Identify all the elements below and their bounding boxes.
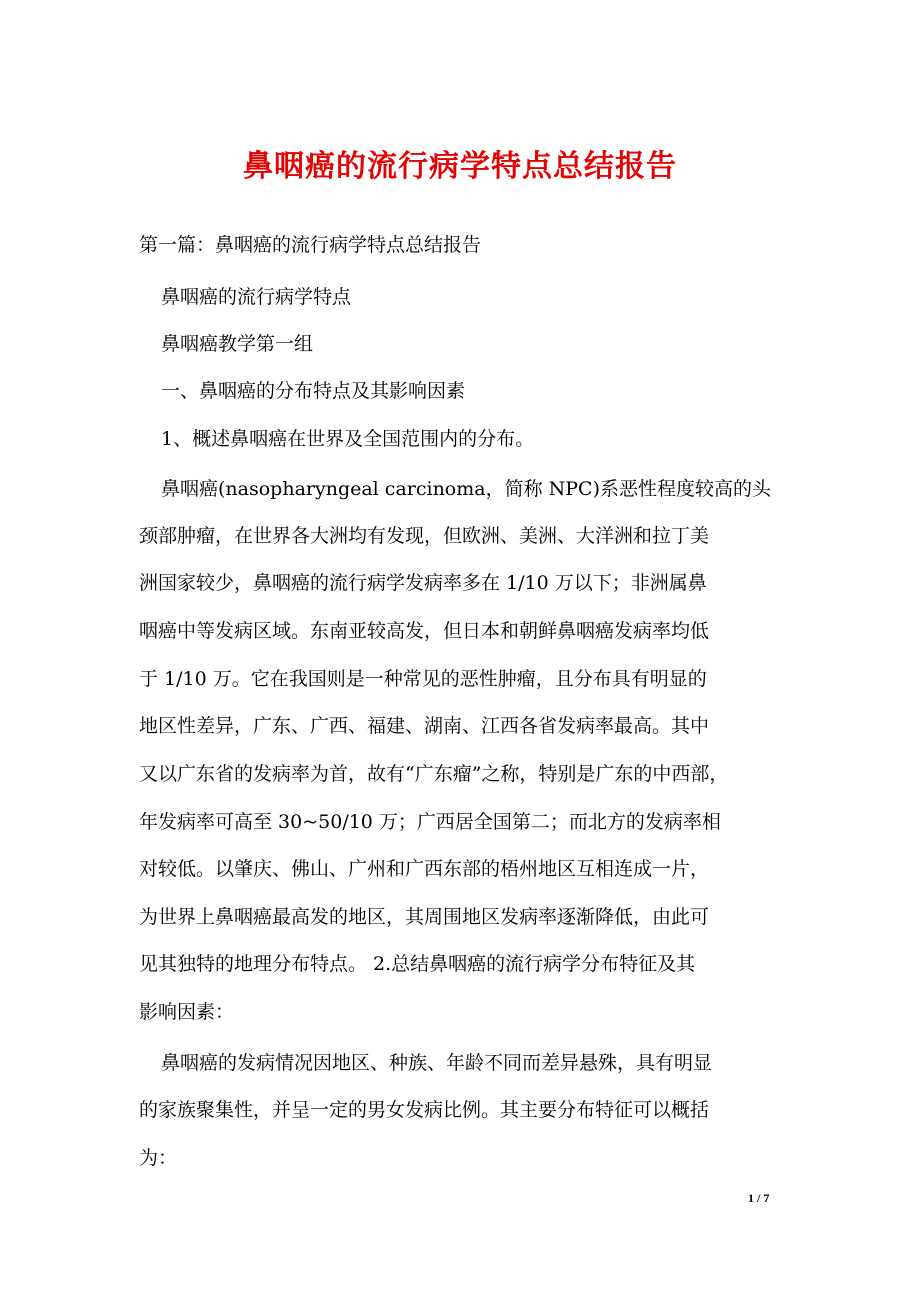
paragraph-line: 咽癌中等发病区域。东南亚较高发，但日本和朝鲜鼻咽癌发病率均低 xyxy=(139,620,710,642)
paragraph-line: 鼻咽癌(nasopharyngeal carcinoma，简称 NPC)系恶性程度较高的头 xyxy=(161,478,771,500)
heading-line: 一、鼻咽癌的分布特点及其影响因素 xyxy=(161,380,466,402)
paragraph-line: 为： xyxy=(139,1147,178,1169)
paragraph-line: 于 1/10 万。它在我国则是一种常见的恶性肿瘤，且分布具有明显的 xyxy=(139,668,707,690)
paragraph-line: 鼻咽癌的发病情况因地区、种族、年龄不同而差异悬殊，具有明显 xyxy=(161,1052,713,1074)
paragraph-line: 地区性差异，广东、广西、福建、湖南、江西各省发病率最高。其中 xyxy=(139,715,710,737)
section-heading: 第一篇：鼻咽癌的流行病学特点总结报告 xyxy=(139,234,482,256)
subheading-line: 1、概述鼻咽癌在世界及全国范围内的分布。 xyxy=(161,428,535,450)
subtitle-line: 鼻咽癌的流行病学特点 xyxy=(161,286,352,308)
paragraph-line: 年发病率可高至 30~50/10 万；广西居全国第二；而北方的发病率相 xyxy=(139,811,721,833)
group-line: 鼻咽癌教学第一组 xyxy=(161,333,314,355)
paragraph-line: 洲国家较少，鼻咽癌的流行病学发病率多在 1/10 万以下；非洲属鼻 xyxy=(139,572,707,594)
paragraph-line: 见其独特的地理分布特点。 2.总结鼻咽癌的流行病学分布特征及其 xyxy=(139,953,696,975)
document-title: 鼻咽癌的流行病学特点总结报告 xyxy=(243,149,677,184)
paragraph-line: 的家族聚集性，并呈一定的男女发病比例。其主要分布特征可以概括 xyxy=(139,1099,710,1121)
paragraph-line: 颈部肿瘤，在世界各大洲均有发现，但欧洲、美洲、大洋洲和拉丁美 xyxy=(139,525,710,547)
paragraph-line: 为世界上鼻咽癌最高发的地区，其周围地区发病率逐渐降低，由此可 xyxy=(139,906,710,928)
paragraph-line: 影响因素： xyxy=(139,1001,235,1023)
paragraph-line: 又以广东省的发病率为首，故有“广东瘤”之称，特别是广东的中西部， xyxy=(139,763,729,785)
page-number: 1 / 7 xyxy=(748,1191,770,1205)
paragraph-line: 对较低。以肇庆、佛山、广州和广西东部的梧州地区互相连成一片， xyxy=(139,858,710,880)
